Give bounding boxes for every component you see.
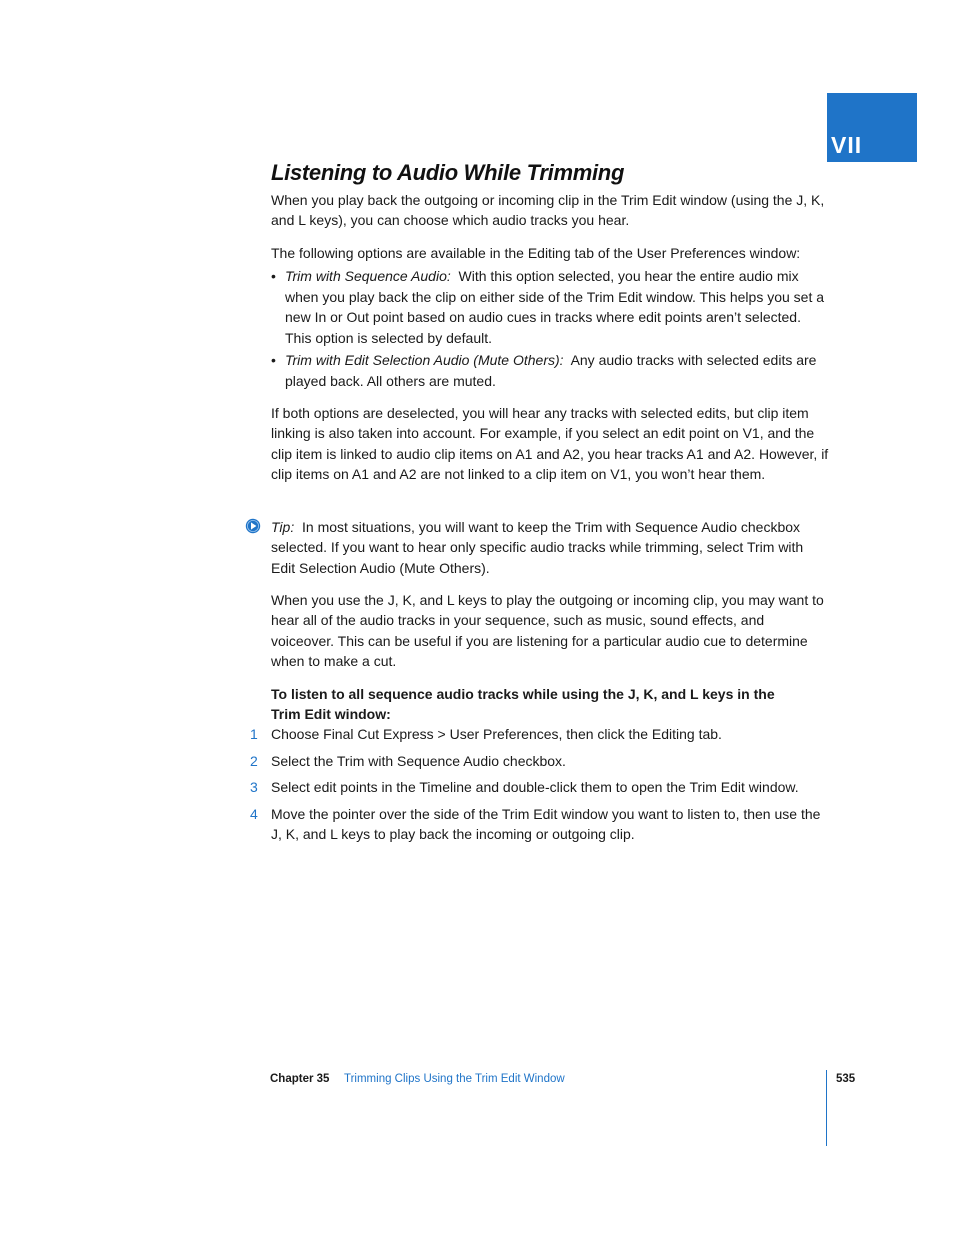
- footer-chapter: Chapter 35: [270, 1073, 330, 1085]
- tip-text: In most situations, you will want to keep the Trim with Sequence Audio checkbox selected. If you want to hear only specific audio tracks while trimming, select Trim with Edit Selection Audio (Mute Others).: [271, 519, 804, 576]
- step-item: [250, 751, 840, 771]
- step-item: [250, 724, 840, 744]
- step-text: Choose Final Cut Express > User Preferences, then click the Editing tab.: [271, 726, 722, 742]
- step-item: [250, 804, 832, 845]
- bullet-text: With this option selected, you hear the entire audio mix when you play back the clip on either side of the Trim Edit window. This helps you set a new In or Out point based on audio cues in tracks where edit points aren’t selected. This option is selected by default.: [285, 268, 825, 346]
- footer-divider: [826, 1070, 827, 1146]
- bullet-term: Trim with Sequence Audio:: [285, 268, 451, 284]
- procedure-heading-line: To listen to all sequence audio tracks while using the J, K, and L keys in the: [271, 686, 775, 702]
- step-text: Select the Trim with Sequence Audio checkbox.: [271, 753, 566, 769]
- step-number: 3: [250, 779, 258, 795]
- bullet-text: Any audio tracks with selected edits are played back. All others are muted.: [285, 352, 817, 389]
- footer-chapter-title[interactable]: Trimming Clips Using the Trim Edit Window: [344, 1073, 565, 1085]
- bullet-term: Trim with Edit Selection Audio (Mute Others):: [285, 352, 564, 368]
- page-number: 535: [836, 1073, 856, 1085]
- procedure-heading: [271, 684, 831, 725]
- section-heading: Listening to Audio While Trimming: [271, 160, 625, 185]
- procedure-heading-line: Trim Edit window:: [271, 706, 391, 723]
- tip-paragraph: [271, 517, 831, 578]
- step-number: 1: [250, 726, 258, 742]
- play-arrow-circle-icon: [245, 518, 261, 534]
- step-text: Select edit points in the Timeline and double-click them to open the Trim Edit window.: [271, 779, 799, 795]
- part-tab: [827, 93, 917, 162]
- jkl-paragraph: When you use the J, K, and L keys to play the outgoing or incoming clip, you may want to hear all of the audio tracks in your sequence, such as music, sound effects, and voiceover. This can be useful if you are listening for a particular audio cue to determine when to make a cut.: [271, 592, 824, 669]
- tip-label: Tip:: [271, 519, 295, 535]
- bullet-item: [271, 350, 831, 391]
- step-number: 4: [250, 806, 258, 822]
- bullet-dot: •: [271, 352, 276, 368]
- part-tab-label: VII: [831, 132, 863, 158]
- step-text: Move the pointer over the side of the Trim Edit window you want to listen to, then use the J, K, and L keys to play back the incoming or outgoing clip.: [271, 806, 821, 843]
- options-intro-paragraph: The following options are available in the Editing tab of the User Preferences window:: [271, 245, 801, 261]
- step-number: 2: [250, 753, 258, 769]
- intro-paragraph: When you play back the outgoing or incoming clip in the Trim Edit window (using the J, K, and L keys), you can choose which audio tracks you hear.: [271, 192, 825, 229]
- step-item: [250, 777, 840, 797]
- bullet-item: [271, 266, 831, 348]
- deselected-paragraph: If both options are deselected, you will hear any tracks with selected edits, but clip item linking is also taken into account. For example, if you select an edit point on V1, and the clip item is linked to audio clip items on A1 and A2, you hear tracks A1 and A2. However, if clip items on A1 and A2 are not linked to a clip item on V1, you won’t hear them.: [271, 405, 829, 482]
- bullet-dot: •: [271, 268, 276, 284]
